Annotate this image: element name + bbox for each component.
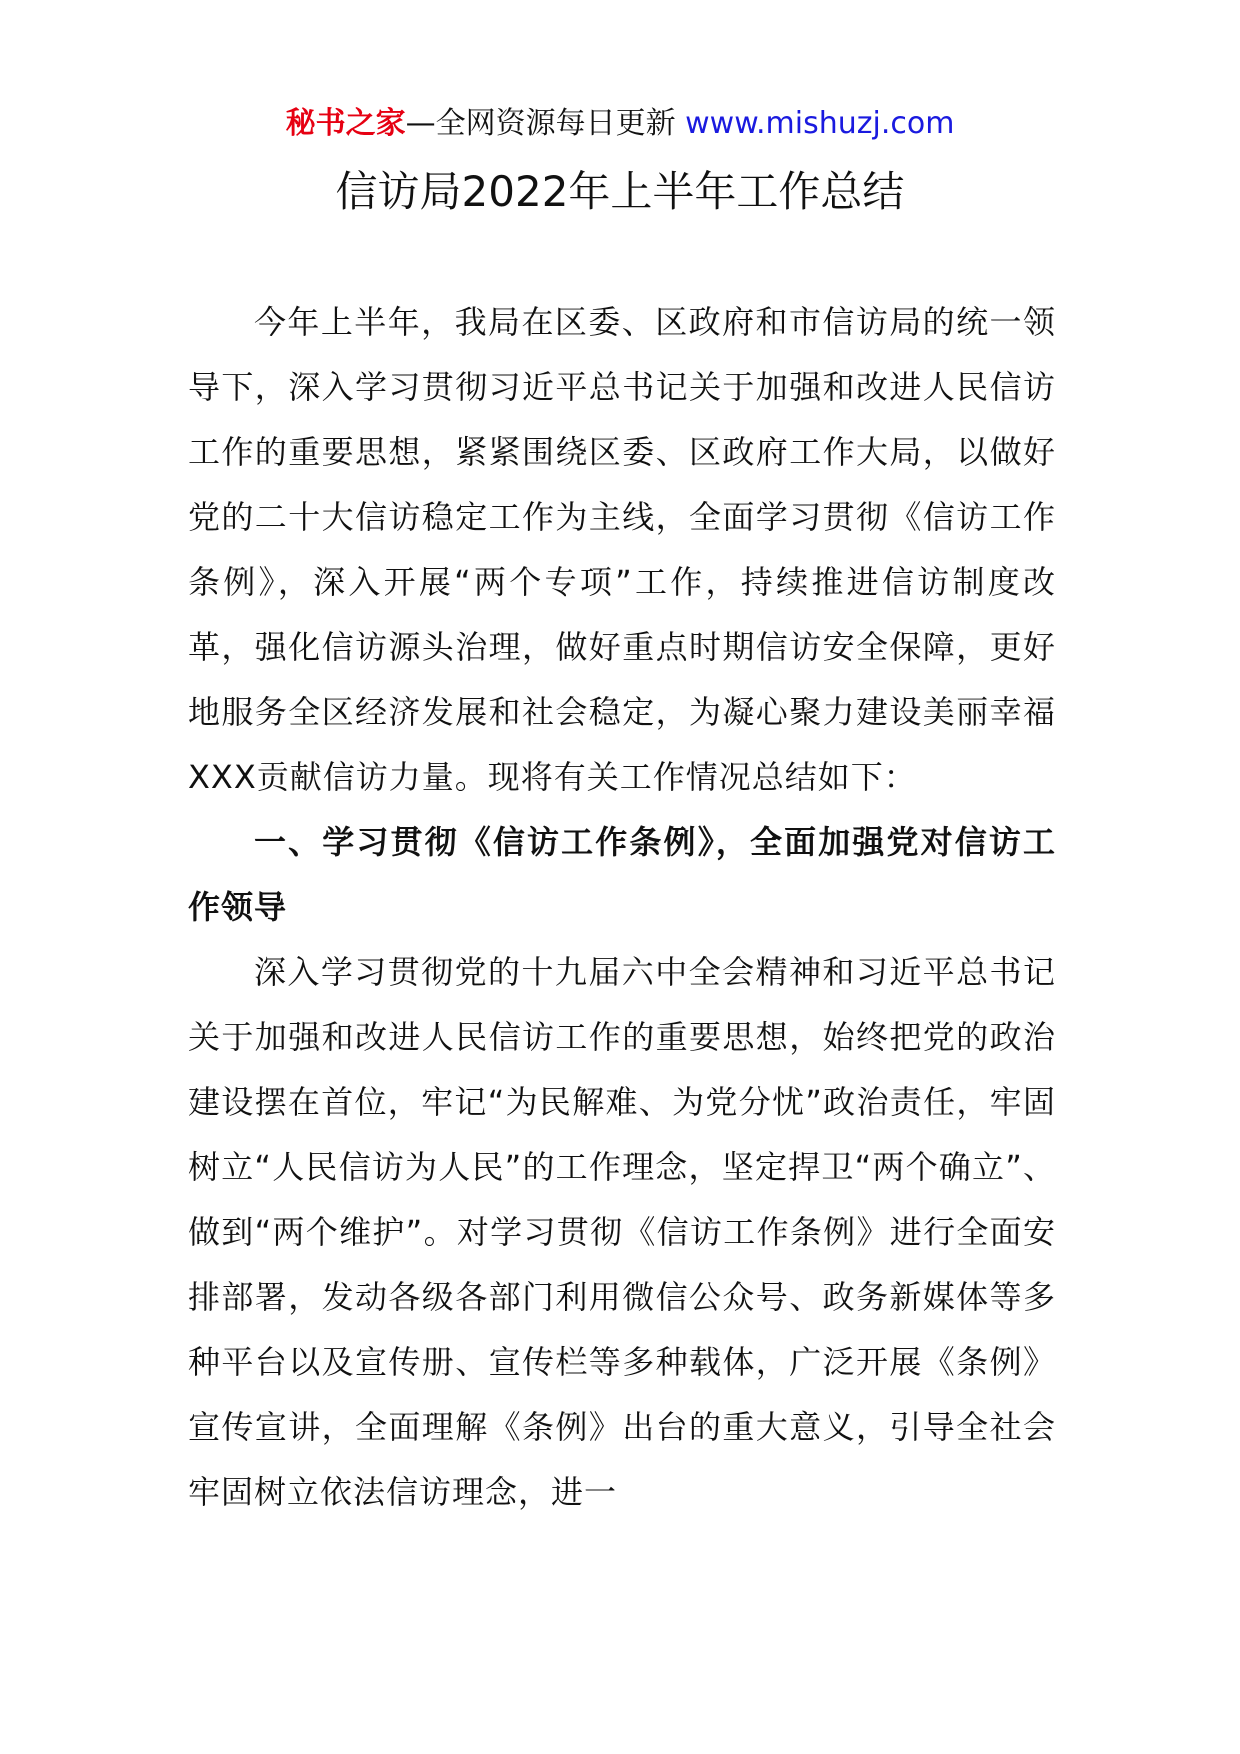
source-banner [0, 104, 1240, 144]
section-1-paragraph: 深入学习贯彻党的十九届六中全会精神和习近平总书记关于加强和改进人民信访工作的重要思想，始终把党的政治建设摆在首位，牢记“为民解难、为党分忧”政治责任，牢固树立“人民信访为人民”的工作理念，坚定捍卫“两个确立”、做到“两个维护”。对学习贯彻《信访工作条例》进行全面安排部署，发动各级各部门利用微信公众号、政务新媒体等多种平台以及宣传册、宣传栏等多种载体，广泛开展《条例》宣传宣讲，全面理解《条例》出台的重大意义，引导全社会牢固树立依法信访理念，进一 [188, 953, 1056, 1511]
intro-paragraph: 今年上半年，我局在区委、区政府和市信访局的统一领导下，深入学习贯彻习近平总书记关于加强和改进人民信访工作的重要思想，紧紧围绕区委、区政府工作大局，以做好党的二十大信访稳定工作为主线，全面学习贯彻《信访工作条例》，深入开展“两个专项”工作，持续推进信访制度改革，强化信访源头治理，做好重点时期信访安全保障，更好地服务全区经济发展和社会稳定，为凝心聚力建设美丽幸福XXX贡献信访力量。现将有关工作情况总结如下： [188, 303, 1056, 796]
website-link[interactable]: www.mishuzj.com [685, 106, 955, 141]
document-body [188, 290, 1056, 1525]
section-heading-1: 一、学习贯彻《信访工作条例》，全面加强党对信访工作领导 [188, 823, 1056, 926]
brand-name: 秘书之家 [285, 106, 406, 141]
banner-tagline: —全网资源每日更新 [405, 106, 686, 141]
document-title: 信访局2022年上半年工作总结 [335, 167, 905, 216]
